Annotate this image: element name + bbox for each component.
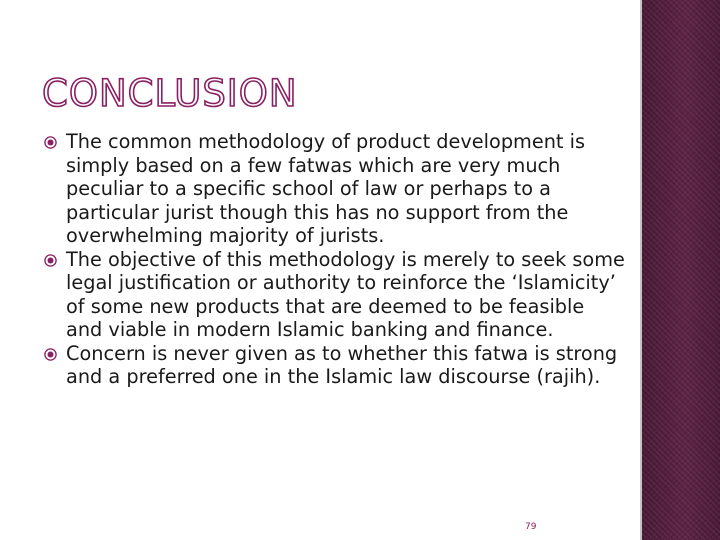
page-number: 79 (525, 522, 537, 532)
bullet-text: The common methodology of product development is simply based on a few fatwas which are very much peculiar to a specific school of law or perhaps to a particular jurist though this has no support from the overwhelming majority of jurists. (66, 130, 586, 247)
radio-bullet-icon (44, 136, 57, 149)
bullet-list (66, 130, 626, 389)
bullet-item (66, 248, 626, 342)
bullet-item (66, 342, 626, 389)
bullet-item (66, 130, 626, 248)
radio-bullet-icon (44, 254, 57, 267)
bullet-text: Concern is never given as to whether this fatwa is strong and a preferred one in the Islamic law discourse (rajih). (66, 341, 618, 388)
slide-title: CONCLUSION (42, 72, 298, 115)
bullet-text: The objective of this methodology is merely to seek some legal justification or authority to reinforce the ‘Islamicity’ of some new products that are deemed to be feasible and viable in modern Islamic banking and finance. (66, 247, 625, 341)
radio-bullet-icon (44, 348, 57, 361)
decorative-side-band (642, 0, 720, 540)
